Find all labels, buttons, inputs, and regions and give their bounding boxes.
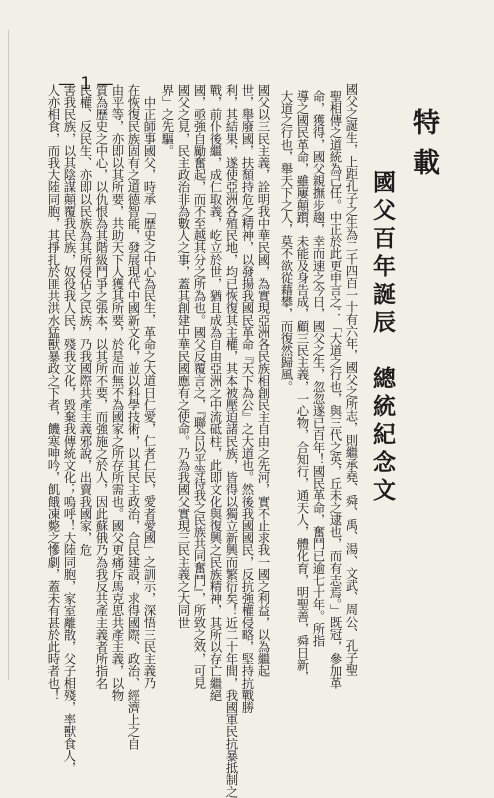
body-line: 民權、反民生、亦即以民族為其所侵佔之民族，乃我國際共產主義邪說，出賣我國家，危 xyxy=(78,84,93,556)
body-line: 戰，前仆後繼，成仁取義，屹立於世，猶且成為自由亞洲之中流砥柱，此即文化與復興之民族精神，其所以存亡繼絕 xyxy=(208,84,223,702)
body-line: 利，其結果，遂使亞洲各殖民地，均已恢復其主權，其本被壓迫諸民族，皆得以獨立新興而繁衍矣！近二十年間，我國軍民抗暴抵制之 xyxy=(224,84,239,798)
page-number: — 1 — xyxy=(58,74,114,94)
body-line: 聖相傳之道統為己任。中正於此更申言之：「大道之行也，與三代之英，丘未之逮也，而有志焉。」既冠，參加革 xyxy=(328,90,343,689)
body-line: 世，舉廢國，扶頹持危之精神，以發揚我國民革命『天下為公』之大道也。然後我國國民，反抗強權侵略，堅持抗戰勝 xyxy=(240,84,255,714)
body-line: 國父之誕生，上距孔子之生為二千四百一十有六年，國父之所志，則繼承堯、舜、禹、湯、文武、周公、孔子聖 xyxy=(344,83,359,676)
body-line: 界」之先驅。 xyxy=(160,84,175,157)
page-gutter-line xyxy=(8,30,15,680)
body-line: 害我民族，以其陰謀顛覆我民族，奴役我人民，殘我文化，毀棄我傳統文化；嗚呼！大陸同胞，家室離散，父子相殘，率獸食人， xyxy=(62,84,77,774)
body-line: 由平等，亦即以其所要，共助天下人獲其所要，於是而無不為國家之所存所需也。國父更痛斥馬克思共產主義，以物 xyxy=(110,84,125,702)
body-line: 人亦相食，而我大陸同胞，其掙扎於匪共洪水猛獸暴政之下者，饑寒呻吟，飢餓凍斃之慘劇，蓋未有甚於此時者也！ xyxy=(46,84,61,702)
body-line: 命，獲得，國父親撫步趨，幸而速之今日，國父之生，忽忽遂已百年！國民革命，奮鬥已逾七十年。所指 xyxy=(311,90,326,647)
article-title: 國父百年誕辰 總統紀念文 xyxy=(369,170,396,506)
body-line: 國父之見，民主政治非為數人之事，蓋其創建中華民國應有之使命。乃為我國父實現三民主義之大同世 xyxy=(176,84,191,629)
body-line: 國，亟強自勵奮起，而不至越其分之所為也。國父反覆言之，『聯合以平等待我之民族共同奮鬥』，所致之效，可見 xyxy=(192,84,207,689)
body-line: 國父以三民主義，詮明我中華民國，為實現亞洲各民族相創民主自由之先河，實不止求我一國之利益，以為繼起 xyxy=(256,84,271,677)
body-line: 在恢復民族固有之道德智能，發展現代中國新文化，並以科學技術，以其民主政治，合民建設，求得國際、政治、經濟上之自 xyxy=(126,84,141,750)
body-line: 大道之行也，舉天下之人，莫不欲從藉攀，而復然歸風。 xyxy=(279,90,294,393)
body-line: 中正師事國父，時承「歷史之中心為民生，革命之大道日仁愛，仁者仁民，愛者愛國」之訓示，深悟三民主義乃 xyxy=(142,96,157,689)
section-tag: 特 載 xyxy=(408,108,439,178)
body-line: 導之國民革命，雖屢顛躓，未能及身告成，顧三民主義，一心物，合知行，通天人，體化育，明聖善，舜日新， xyxy=(295,90,310,683)
body-line: 質為歷史之中心，以仇恨為其階級鬥爭之張本，以其所不要，而強施之於人，因此蘇俄乃為我反共產主義者所指名 xyxy=(94,84,109,690)
